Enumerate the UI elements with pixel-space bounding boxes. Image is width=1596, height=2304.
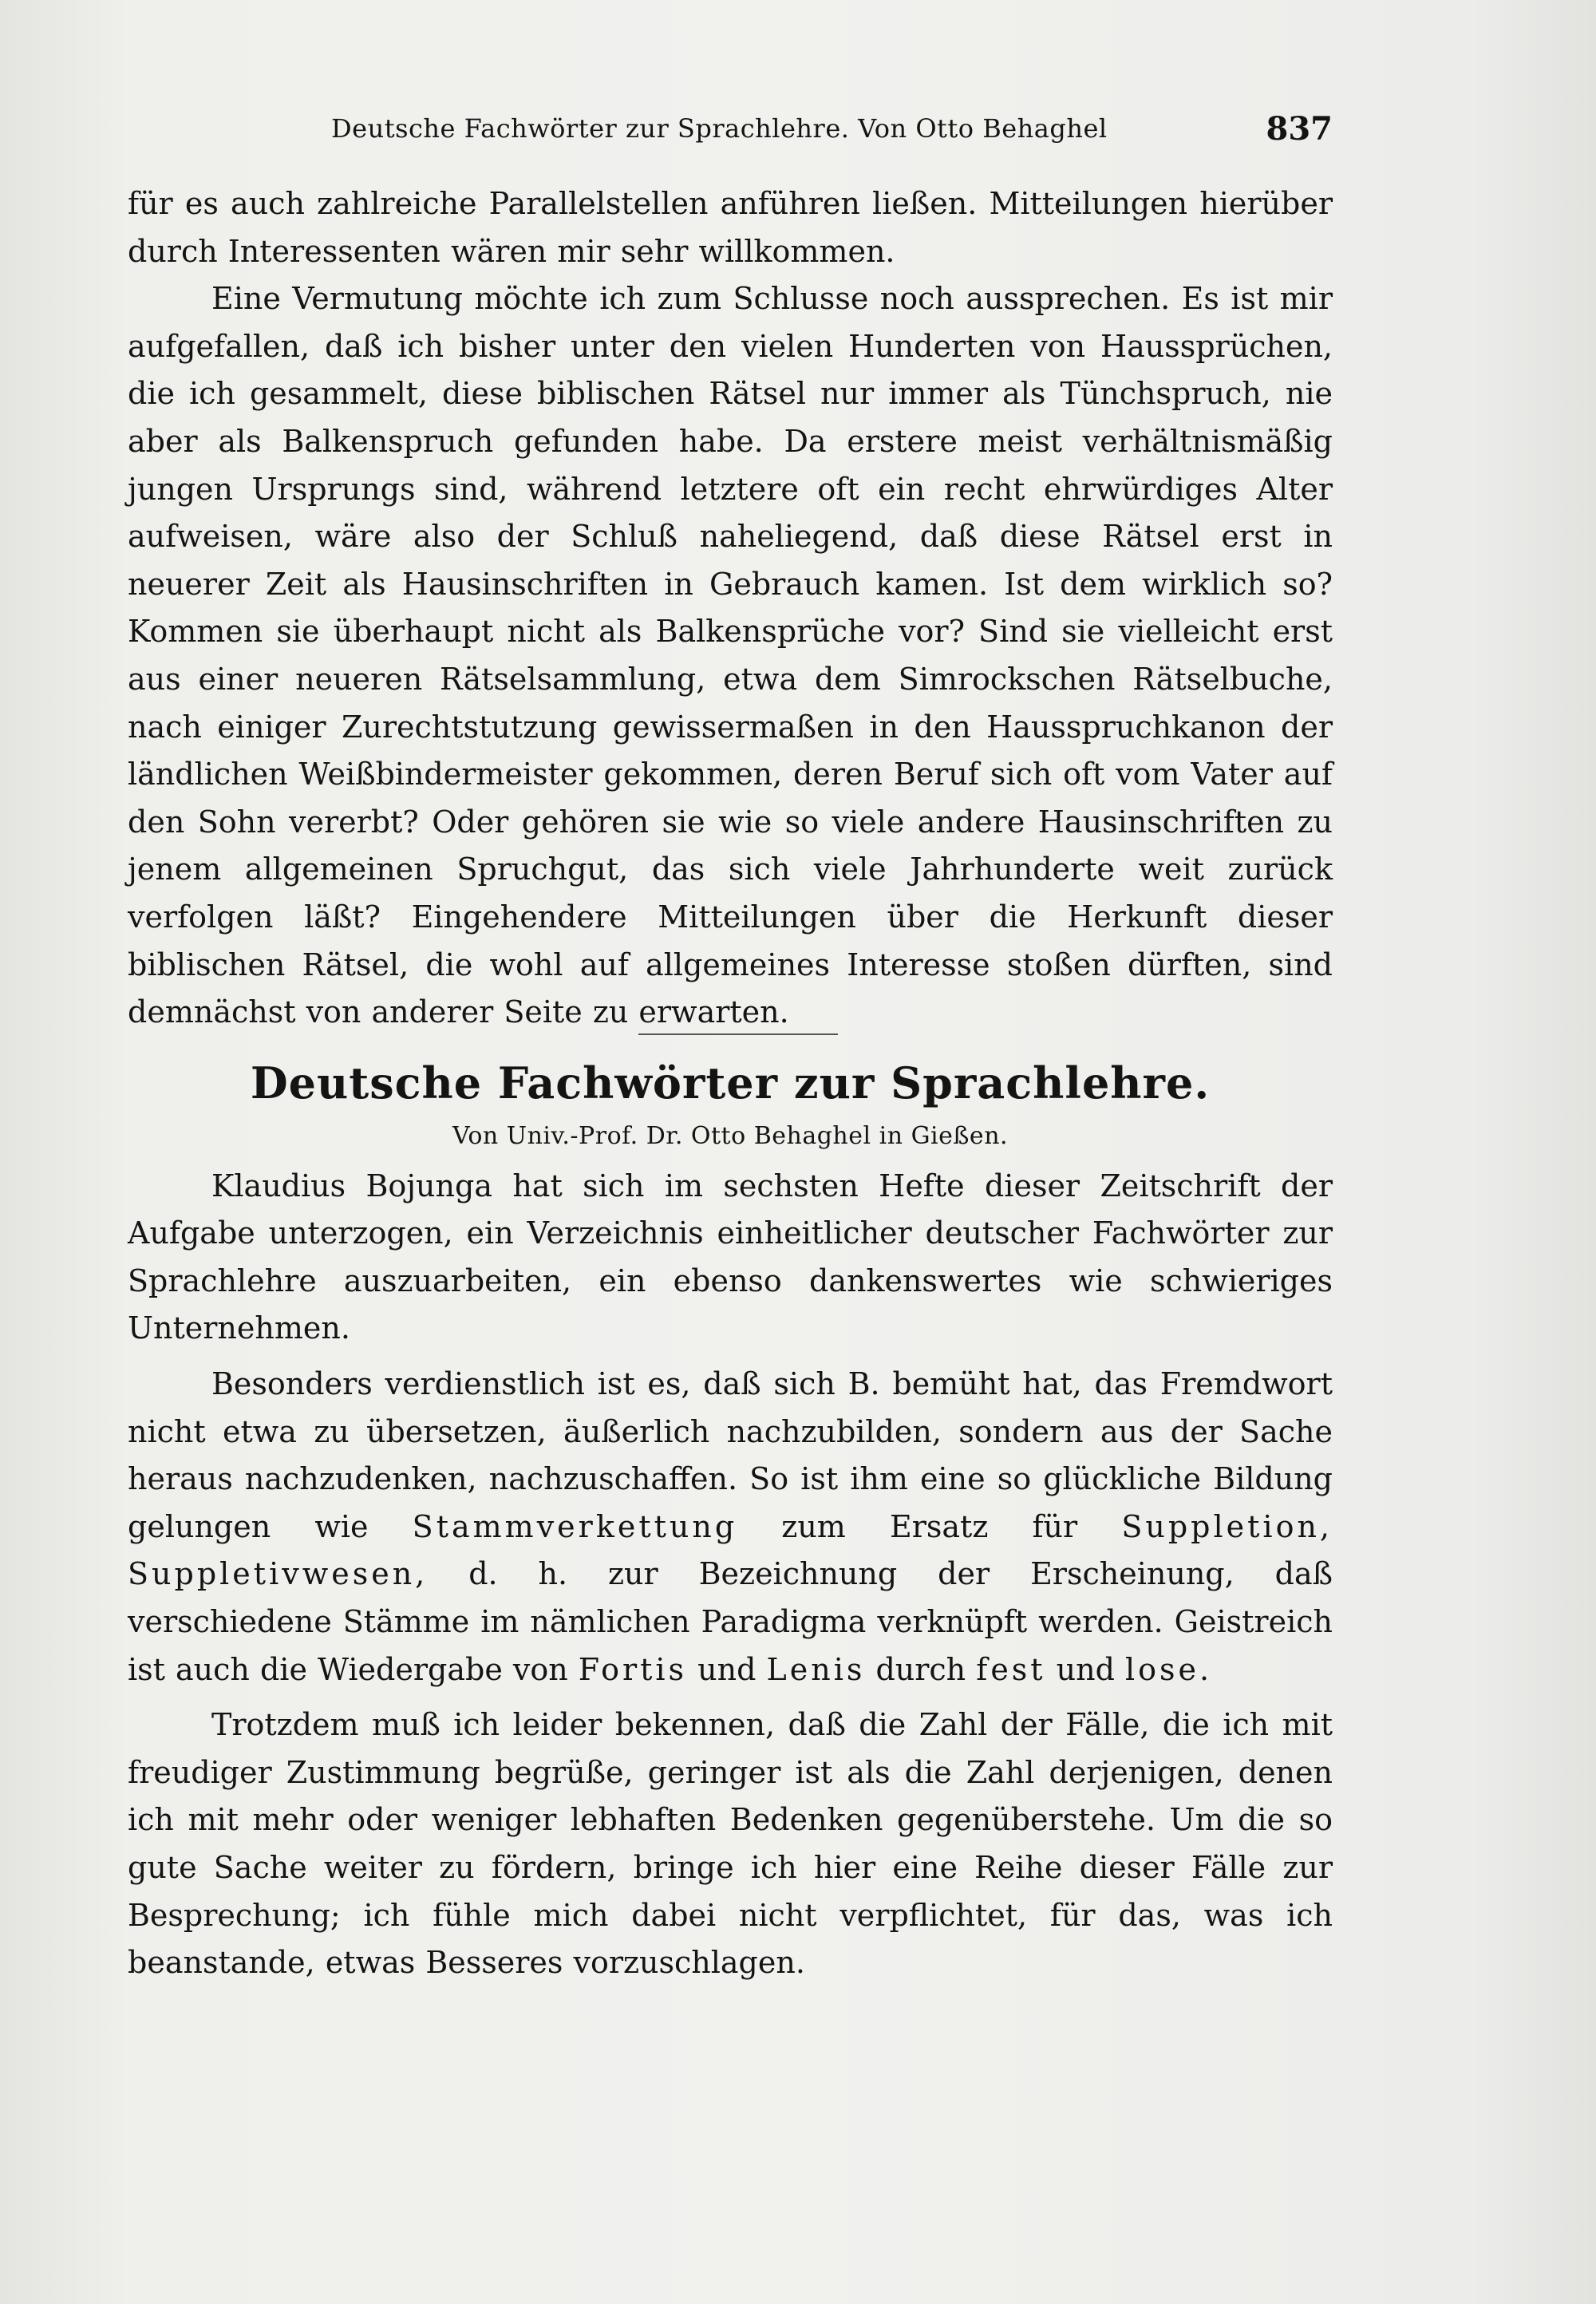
- text-segment: Besonders verdienstlich ist es, daß sich B. bemüht hat, das Fremdwort nicht etwa zu übersetzen, äußerlich nachzubilden, sondern aus der Sache heraus nachzudenken, nachzuschaffen. So ist ihm eine so glückliche Bildung gelungen wie: [128, 1366, 1333, 1544]
- article-title: Deutsche Fachwörter zur Sprachlehre.: [250, 1057, 1211, 1109]
- article-paragraph-2: [128, 1361, 1333, 1693]
- term-stammverkettung: Stammverkettung: [412, 1508, 738, 1544]
- body-text: [128, 180, 1333, 1987]
- page-number: 837: [1266, 110, 1333, 148]
- text-segment: d. h. zur Bezeichnung der Erscheinung, daß verschiedene Stämme im nämlichen Paradigma verknüpft werden. Geistreich ist auch die Wiedergabe von: [128, 1556, 1333, 1687]
- section-divider: [638, 1033, 838, 1035]
- article-paragraph-3: Trotzdem muß ich leider bekennen, daß die Zahl der Fälle, die ich mit freudiger Zustimmung begrüße, geringer ist als die Zahl derjenigen, denen ich mit mehr oder weniger lebhaften Bedenken gegenüberstehe. Um die so gute Sache weiter zu fördern, bringe ich hier eine Reihe dieser Fälle zur Besprechung; ich fühle mich dabei nicht verpflichtet, für das, was ich beanstande, etwas Besseres vorzuschlagen.: [128, 1707, 1333, 1981]
- term-lenis: Lenis: [766, 1651, 866, 1687]
- term-lose: lose: [1125, 1651, 1200, 1687]
- text-segment: zum Ersatz für: [737, 1508, 1122, 1544]
- article-byline: Von Univ.-Prof. Dr. Otto Behaghel in Gießen.: [452, 1121, 1009, 1150]
- text-segment: und: [687, 1651, 767, 1687]
- text-segment: durch: [865, 1651, 977, 1687]
- article-paragraph-1: Klaudius Bojunga hat sich im sechsten Hefte dieser Zeitschrift der Aufgabe unterzogen, ein Verzeichnis einheitlicher deutscher Fachwörter zur Sprachlehre auszuarbeiten, ein ebenso dankenswertes wie schwieriges Unternehmen.: [128, 1168, 1333, 1346]
- paragraph-continued: für es auch zahlreiche Parallelstellen anführen ließen. Mitteilungen hierüber durch Interessenten wären mir sehr willkommen.: [128, 186, 1333, 269]
- text-segment: und: [1045, 1651, 1126, 1687]
- text-segment: .: [1199, 1651, 1210, 1687]
- paragraph-conjecture: Eine Vermutung möchte ich zum Schlusse noch aussprechen. Es ist mir aufgefallen, daß ich bisher unter den vielen Hunderten von Haussprüchen, die ich gesammelt, diese biblischen Rätsel nur immer als Tünchspruch, nie aber als Balkenspruch gefunden habe. Da erstere meist verhältnismäßig jungen Ursprungs sind, während letztere oft ein recht ehrwürdiges Alter aufweisen, wäre also der Schluß naheliegend, daß diese Rätsel erst in neuerer Zeit als Hausinschriften in Gebrauch kamen. Ist dem wirklich so? Kommen sie überhaupt nicht als Balkensprüche vor? Sind sie vielleicht erst aus einer neueren Rätselsammlung, etwa dem Simrockschen Rätselbuche, nach einiger Zurechtstutzung gewissermaßen in den Hausspruchkanon der ländlichen Weißbindermeister gekommen, deren Beruf sich oft vom Vater auf den Sohn vererbt? Oder gehören sie wie so viele andere Hausinschriften zu jenem allgemeinen Spruchgut, das sich viele Jahrhunderte weit zurück verfolgen läßt? Eingehendere Mitteilungen über die Herkunft dieser biblischen Rätsel, die wohl auf allgemeines Interesse stoßen dürften, sind demnächst von anderer Seite zu erwarten.: [128, 281, 1333, 1030]
- term-fortis: Fortis: [578, 1651, 688, 1687]
- page-header: [128, 110, 1333, 158]
- term-suppletion: Suppletion, Suppletivwesen,: [128, 1508, 1333, 1592]
- running-head: Deutsche Fachwörter zur Sprachlehre. Von Otto Behaghel: [331, 113, 1108, 144]
- term-fest: fest: [976, 1651, 1046, 1687]
